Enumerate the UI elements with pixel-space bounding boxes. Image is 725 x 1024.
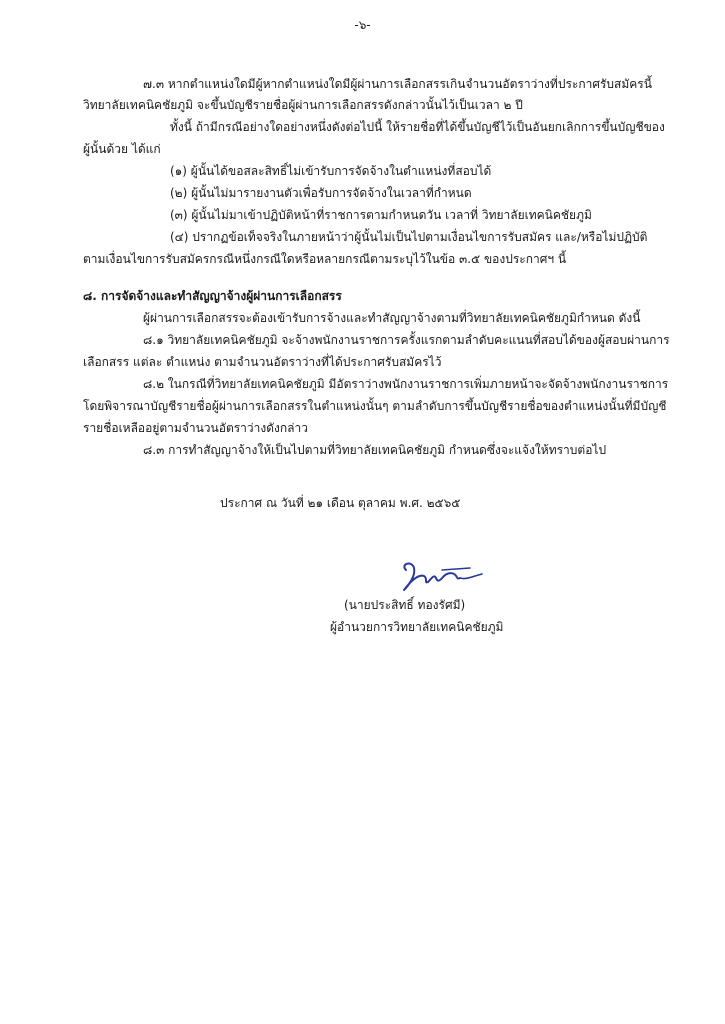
- section-8-3-line-1: ๘.๓ การทำสัญญาจ้างให้เป็นไปตามที่วิทยาลัยเทคนิคชัยภูมิ กำหนดซึ่งจะแจ้งให้ทราบต่อไป: [143, 443, 607, 457]
- list-item: (๓) ผู้นั้นไม่มาเข้าปฏิบัติหน้าที่ราชการตามกำหนดวัน เวลาที่ วิทยาลัยเทคนิคชัยภูมิ: [170, 208, 592, 222]
- section-8-2-line-3: รายชื่อเหลืออยู่ตามจำนวนอัตราว่างดังกล่าว: [83, 421, 308, 435]
- section-8-2-line-1: ๘.๒ ในกรณีที่วิทยาลัยเทคนิคชัยภูมิ มีอัตราว่างพนักงานราชการเพิ่มภายหน้าจะจัดจ้างพนักงานราชการ: [143, 377, 669, 391]
- section-8-1-line-1: ๘.๑ วิทยาลัยเทคนิคชัยภูมิ จะจ้างพนักงานราชการครั้งแรกตามลำดับคะแนนที่สอบได้ของผู้สอบผ่านการ: [143, 333, 670, 347]
- section-7-3-line-2: วิทยาลัยเทคนิคชัยภูมิ จะขึ้นบัญชีรายชื่อผู้ผ่านการเลือกสรรดังกล่าวนั้นไว้เป็นเวลา ๒ ปี: [83, 98, 523, 112]
- section-8-heading: ๘. การจัดจ้างและทำสัญญาจ้างผู้ผ่านการเลือกสรร: [83, 289, 342, 303]
- list-item: (๒) ผู้นั้นไม่มารายงานตัวเพื่อรับการจัดจ้างในเวลาที่กำหนด: [170, 186, 472, 200]
- section-8-1-line-2: เลือกสรร แต่ละ ตำแหน่ง ตามจำนวนอัตราว่างที่ได้ประกาศรับสมัครไว้: [83, 355, 442, 369]
- signer-name: (นายประสิทธิ์ ทองรัศมี): [344, 598, 466, 612]
- section-7-3-line-1: ๗.๓ หากตำแหน่งใดมีผู้หากตำแหน่งใดมีผู้ผ่านการเลือกสรรเกินจำนวนอัตราว่างที่ประกาศรับสมัครนี้: [143, 77, 652, 91]
- list-item: (๑) ผู้นั้นได้ขอสละสิทธิ์ไม่เข้ารับการจัดจ้างในตำแหน่งที่สอบได้: [170, 164, 492, 178]
- section-7-3-line-4: ผู้นั้นด้วย ได้แก่: [83, 142, 161, 156]
- signer-position: ผู้อำนวยการวิทยาลัยเทคนิคชัยภูมิ: [330, 620, 504, 634]
- section-7-3-line-3: ทั้งนี้ ถ้ามีกรณีอย่างใดอย่างหนึ่งดังต่อไปนี้ ให้รายชื่อที่ได้ขึ้นบัญชีไว้เป็นอันยกเลิกการขึ้นบัญชีของ: [170, 120, 665, 134]
- announcement-date: ประกาศ ณ วันที่ ๒๑ เดือน ตุลาคม พ.ศ. ๒๕๖๕: [220, 496, 461, 510]
- signature-image: [398, 560, 488, 596]
- section-8-intro: ผู้ผ่านการเลือกสรรจะต้องเข้ารับการจ้างและทำสัญญาจ้างตามที่วิทยาลัยเทคนิคชัยภูมิกำหนด ดังนี้: [143, 311, 641, 325]
- page-number: -๖-: [354, 18, 371, 32]
- list-item: (๔) ปรากฏข้อเท็จจริงในภายหน้าว่าผู้นั้นไม่เป็นไปตามเงื่อนไขการรับสมัคร และ/หรือไม่ปฏิบัติ: [170, 230, 648, 244]
- section-8-2-line-2: โดยพิจารณาบัญชีรายชื่อผู้ผ่านการเลือกสรรในตำแหน่งนั้นๆ ตามลำดับการขึ้นบัญชีรายชื่อของตำแหน่งนั้นที่มีบัญชี: [83, 399, 667, 413]
- section-7-3-continuation: ตามเงื่อนไขการรับสมัครกรณีหนึ่งกรณีใดหรือหลายกรณีตามระบุไว้ในข้อ ๓.๕ ของประกาศฯ นี้: [83, 252, 567, 266]
